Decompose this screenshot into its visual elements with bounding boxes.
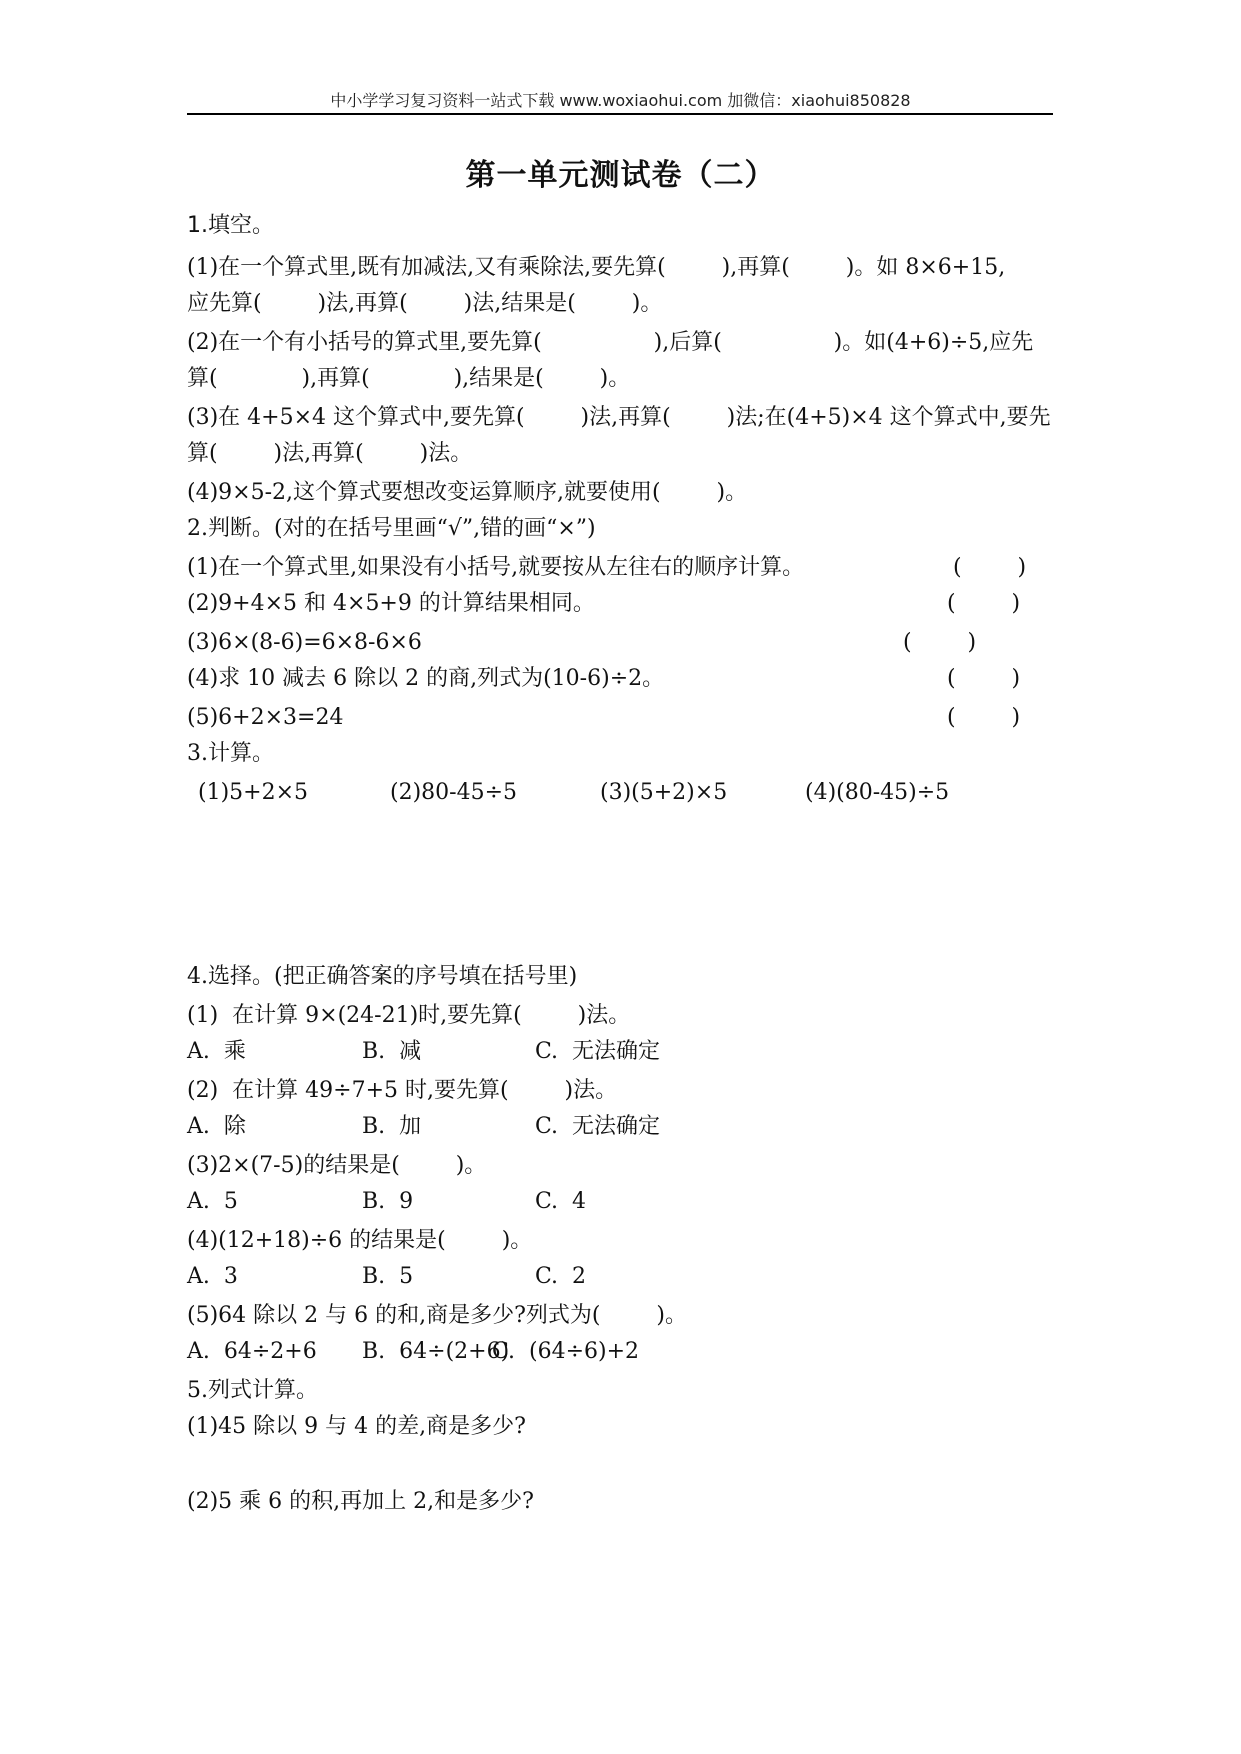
choice-option-5b: B. 64÷(2+6) [362, 1339, 510, 1364]
fill-line-6: 算( )法,再算( )法。 [187, 441, 473, 466]
choice-option-5a: A. 64÷2+6 [187, 1339, 317, 1364]
calc-item-2: (2)80-45÷5 [390, 780, 518, 805]
judge-bracket-3: ( ) [903, 630, 977, 655]
fill-line-4: 算( ),再算( ),结果是( )。 [187, 366, 631, 391]
section5-heading: 5.列式计算。 [187, 1378, 318, 1403]
page-title: 第一单元测试卷（二） [465, 158, 776, 193]
fill-line-1: (1)在一个算式里,既有加减法,又有乘除法,要先算( ),再算( )。如 8×6+15, [187, 255, 1006, 280]
choice-question-5: (5)64 除以 2 与 6 的和,商是多少?列式为( )。 [187, 1303, 688, 1328]
word-problem-2: (2)5 乘 6 的积,再加上 2,和是多少? [187, 1489, 534, 1514]
choice-option-3c: C. 4 [535, 1189, 587, 1214]
judge-bracket-5: ( ) [947, 705, 1021, 730]
choice-option-1a: A. 乘 [187, 1039, 246, 1064]
fill-line-2: 应先算( )法,再算( )法,结果是( )。 [187, 291, 663, 316]
word-problem-1: (1)45 除以 9 与 4 的差,商是多少? [187, 1414, 526, 1439]
header-divider [187, 113, 1053, 115]
choice-option-1c: C. 无法确定 [535, 1039, 661, 1064]
judge-bracket-4: ( ) [947, 666, 1021, 691]
page-header: 中小学学习复习资料一站式下载 www.woxiaohui.com 加微信：xiaohui850828 [330, 91, 911, 110]
section2-heading: 2.判断。(对的在括号里画“√”,错的画“×”) [187, 516, 596, 541]
choice-option-4b: B. 5 [362, 1264, 414, 1289]
judge-item-1: (1)在一个算式里,如果没有小括号,就要按从左往右的顺序计算。 [187, 555, 805, 580]
calc-item-4: (4)(80-45)÷5 [805, 780, 950, 805]
section4-heading: 4.选择。(把正确答案的序号填在括号里) [187, 964, 578, 989]
choice-option-3a: A. 5 [187, 1189, 238, 1214]
choice-option-1b: B. 减 [362, 1039, 422, 1064]
fill-line-5: (3)在 4+5×4 这个算式中,要先算( )法,再算( )法;在(4+5)×4 这个算式中,要先 [187, 405, 1051, 430]
choice-option-3b: B. 9 [362, 1189, 414, 1214]
choice-option-5c: C. (64÷6)+2 [492, 1339, 640, 1364]
choice-question-1: (1) 在计算 9×(24-21)时,要先算( )法。 [187, 1003, 631, 1028]
choice-question-2: (2) 在计算 49÷7+5 时,要先算( )法。 [187, 1078, 618, 1103]
choice-question-3: (3)2×(7-5)的结果是( )。 [187, 1153, 487, 1178]
choice-option-4a: A. 3 [187, 1264, 238, 1289]
calc-item-1: (1)5+2×5 [198, 780, 309, 805]
section1-heading: 1.填空。 [187, 213, 274, 238]
judge-bracket-2: ( ) [947, 591, 1021, 616]
choice-option-4c: C. 2 [535, 1264, 587, 1289]
choice-question-4: (4)(12+18)÷6 的结果是( )。 [187, 1228, 533, 1253]
judge-item-3: (3)6×(8-6)=6×8-6×6 [187, 630, 422, 655]
choice-option-2b: B. 加 [362, 1114, 422, 1139]
judge-bracket-1: ( ) [953, 555, 1027, 580]
fill-line-7: (4)9×5-2,这个算式要想改变运算顺序,就要使用( )。 [187, 480, 748, 505]
section3-heading: 3.计算。 [187, 741, 274, 766]
choice-option-2c: C. 无法确定 [535, 1114, 661, 1139]
judge-item-2: (2)9+4×5 和 4×5+9 的计算结果相同。 [187, 591, 595, 616]
calc-item-3: (3)(5+2)×5 [600, 780, 728, 805]
judge-item-5: (5)6+2×3=24 [187, 705, 344, 730]
fill-line-3: (2)在一个有小括号的算式里,要先算( ),后算( )。如(4+6)÷5,应先 [187, 330, 1034, 355]
judge-item-4: (4)求 10 减去 6 除以 2 的商,列式为(10-6)÷2。 [187, 666, 665, 691]
choice-option-2a: A. 除 [187, 1114, 246, 1139]
